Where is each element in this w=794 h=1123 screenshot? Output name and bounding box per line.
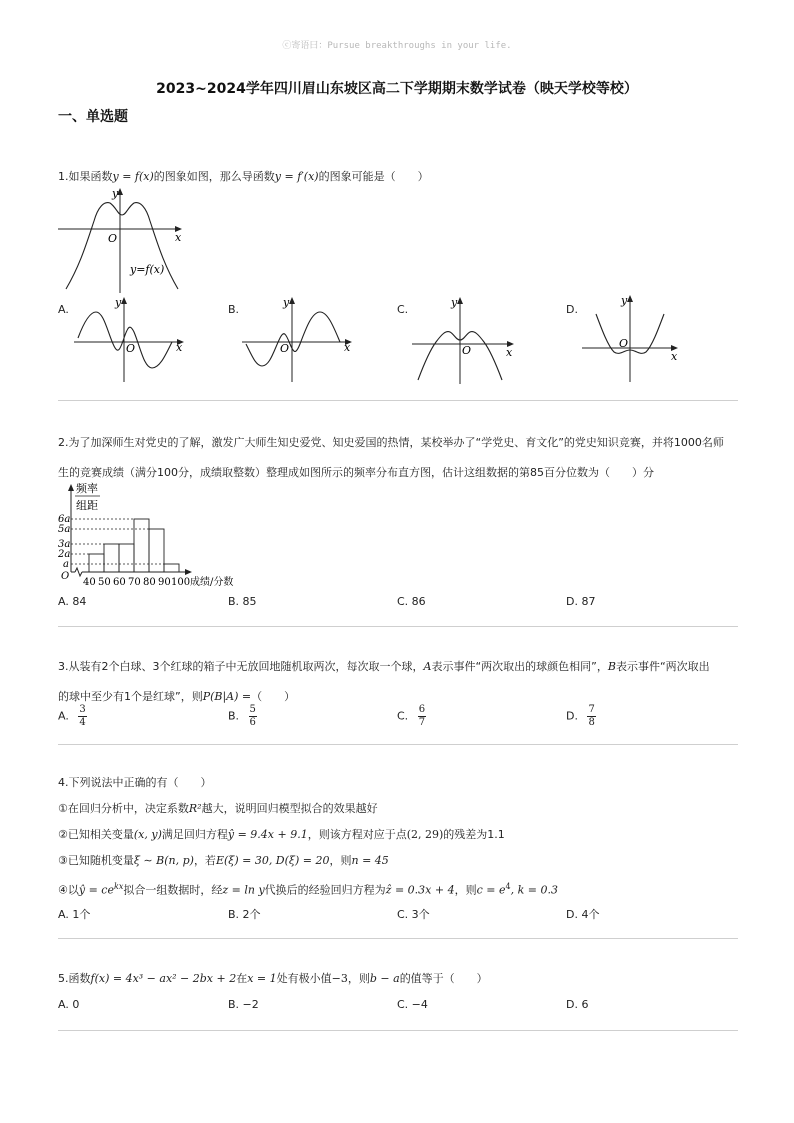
q4-math: , k = 0.3 [510, 883, 558, 897]
hist-xtick: 100 [171, 577, 191, 588]
q4-option-b[interactable]: B. 2个 [228, 908, 261, 921]
q5-option-b[interactable]: B. −2 [228, 998, 259, 1011]
q1-option-b-graph[interactable] [240, 294, 356, 384]
q5-option-c[interactable]: C. −4 [397, 998, 428, 1011]
q3-line-1 [58, 652, 742, 682]
hist-xtick: 50 [98, 577, 111, 588]
q5-text: 的值等于（ ） [399, 972, 488, 985]
divider [58, 400, 738, 401]
q4-text: 拟合一组数据时，经 [123, 883, 223, 897]
fraction-denominator: 6 [249, 717, 256, 728]
hist-origin: O [61, 571, 70, 582]
q2-option-b[interactable]: B. 85 [228, 595, 257, 608]
q1-f-expr: y = f(x) [112, 170, 154, 183]
q5-text: ，则 [347, 972, 370, 985]
q4-math: ẑ = 0.3x + 4 [385, 883, 455, 897]
q3-expr: P(B|A) = [202, 690, 252, 703]
q5-math: f(x) = 4x³ − ax² − 2bx + 2 [90, 972, 237, 985]
question-3-stem [58, 652, 742, 712]
hist-ytick-3a: 3a [58, 539, 71, 550]
q1-a-y-label: y [115, 296, 122, 309]
hist-xtick: 60 [113, 577, 126, 588]
q2-option-d[interactable]: D. 87 [566, 595, 596, 608]
q1-fprime-expr: y = f′(x) [274, 170, 319, 183]
divider [58, 938, 738, 939]
hist-ylabel-top: 频率 [76, 482, 98, 495]
q3-option-fraction [249, 704, 257, 729]
hist-bar-60-70 [119, 544, 134, 572]
fraction-numerator: 7 [588, 704, 595, 715]
q4-math: n = 45 [351, 854, 389, 867]
divider [58, 1030, 738, 1031]
q1-c-origin: O [462, 344, 472, 357]
q1-text: 的图象可能是（ ） [318, 170, 429, 183]
q3-option-a[interactable] [58, 704, 87, 729]
q3-option-d[interactable] [566, 704, 596, 729]
q4-statement-1 [58, 796, 742, 822]
fraction-numerator: 3 [79, 704, 86, 715]
q5-text: 在 [236, 972, 248, 985]
q3-option-fraction [418, 704, 426, 729]
q3-text: 表示事件“两次取出 [615, 660, 710, 673]
q3-event-b: B [607, 660, 616, 673]
hist-bar-50-60 [104, 544, 119, 572]
doc-title: 2023~2024学年四川眉山东坡区高二下学期期末数学试卷（映天学校等校） [156, 81, 638, 97]
q4-text: 代换后的经验回归方程为 [264, 883, 386, 897]
q4-math: ξ ∼ B(n, p) [133, 854, 194, 867]
q3-text: 表示事件“两次取出的球颜色相同”， [431, 660, 608, 673]
q5-text: 5.函数 [58, 972, 91, 985]
fraction-denominator: 7 [418, 717, 426, 728]
hist-bar-90-100 [164, 564, 179, 572]
q3-option-fraction [78, 704, 86, 729]
q1-graph-label: y=f(x) [130, 263, 165, 276]
q1-option-a-label[interactable]: A. [58, 303, 69, 316]
q4-text: 的残差为1.1 [443, 828, 505, 841]
q1-main-graph [58, 185, 188, 295]
q3-text: 的球中至少有1个是红球”，则 [58, 690, 203, 703]
q4-math: E(ξ) = 30, D(ξ) = 20 [215, 854, 330, 867]
q4-text: ①在回归分析中，决定系数 [58, 802, 189, 815]
section-title: 一、单选题 [58, 109, 128, 125]
q4-stem: 4.下列说法中正确的有（ ） [58, 776, 212, 789]
q1-main-x-label: x [175, 231, 182, 244]
q1-a-origin: O [126, 342, 136, 355]
q3-option-fraction [587, 704, 595, 729]
q4-text: 满足回归方程 [161, 828, 228, 841]
q4-math: R² [188, 802, 202, 815]
q1-text: 的图象如图，那么导函数 [153, 170, 275, 183]
hist-xtick: 70 [128, 577, 141, 588]
q2-option-a[interactable]: A. 84 [58, 595, 87, 608]
q5-text: 处有极小值 [276, 972, 332, 985]
q4-text: ，若 [193, 854, 216, 867]
q4-math-sup: 4 [505, 882, 511, 891]
q4-option-a[interactable]: A. 1个 [58, 908, 91, 921]
q2-histogram [58, 478, 258, 592]
q1-option-c-graph[interactable] [410, 294, 526, 386]
divider [58, 744, 738, 745]
q4-math: z = ln y [222, 883, 265, 897]
q5-math: x = 1 [247, 972, 277, 985]
q3-option-b[interactable] [228, 704, 257, 729]
hist-ytick-a: a [63, 559, 69, 570]
q1-option-c-label[interactable]: C. [397, 303, 409, 316]
hist-ytick-5a: 5a [58, 524, 71, 535]
q4-text: ，则 [454, 883, 477, 897]
q2-line-1: 2.为了加深师生对党史的了解，激发广大师生知史爱党、知史爱国的热情，某校举办了“学党史、育文化”的党史知识竞赛，并将1000名师 [58, 436, 724, 449]
q3-text: 3.从装有2个白球、3个红球的箱子中无放回地随机取两次，每次取一个球， [58, 660, 424, 673]
hist-ytick-2a: 2a [58, 549, 71, 560]
q5-option-d[interactable]: D. 6 [566, 998, 589, 1011]
q4-option-d[interactable]: D. 4个 [566, 908, 600, 921]
q1-d-y-label: y [621, 294, 628, 307]
q4-math-sup: kx [113, 882, 124, 891]
q1-text: 1.如果函数 [58, 170, 113, 183]
q4-option-c[interactable]: C. 3个 [397, 908, 430, 921]
q5-option-a[interactable]: A. 0 [58, 998, 80, 1011]
fraction-denominator: 8 [588, 717, 595, 728]
q3-text: （ ） [251, 690, 296, 703]
q1-option-a-graph[interactable] [72, 294, 188, 384]
q5-math: b − a [369, 972, 400, 985]
q4-text: ③已知随机变量 [58, 854, 134, 867]
q1-b-origin: O [280, 342, 290, 355]
q3-option-label: C. [397, 709, 409, 723]
q4-statement-3 [58, 848, 742, 874]
q3-event-a: A [423, 660, 432, 673]
hist-xlabel: 成绩/分数 [190, 577, 234, 588]
q4-text: ②已知相关变量 [58, 828, 134, 841]
q1-option-d-graph[interactable] [580, 292, 696, 384]
q1-main-y-label: y [112, 187, 119, 200]
q1-option-d-label[interactable]: D. [566, 303, 578, 316]
q1-b-y-label: y [283, 296, 290, 309]
hist-xtick: 80 [143, 577, 156, 588]
q4-text: ，则 [329, 854, 352, 867]
question-5-stem [58, 964, 742, 994]
q3-option-label: D. [566, 709, 578, 723]
q4-statement-2 [58, 822, 742, 848]
q1-c-x-label: x [506, 346, 513, 359]
watermark: ⓒ寄语曰：Pursue breakthroughs in your life. [282, 41, 512, 51]
q1-option-b-label[interactable]: B. [228, 303, 240, 316]
q3-option-label: B. [228, 709, 240, 723]
q1-d-origin: O [619, 337, 629, 350]
q5-math: −3 [331, 972, 348, 985]
divider [58, 626, 738, 627]
question-4-stem [58, 770, 742, 904]
q4-text: 越大，说明回归模型拟合的效果越好 [201, 802, 378, 815]
hist-ylabel-bottom: 组距 [76, 499, 98, 512]
q3-option-c[interactable] [397, 704, 426, 729]
q1-b-x-label: x [344, 341, 351, 354]
q4-text: ，则该方程对应于点 [307, 828, 407, 841]
hist-ytick-6a: 6a [58, 514, 71, 525]
q2-line-2: 生的竞赛成绩（满分100分，成绩取整数）整理成如图所示的频率分布直方图，估计这组数据的第85百分位数为（ ）分 [58, 466, 654, 479]
q3-option-label: A. [58, 709, 69, 723]
q4-text: ④以 [58, 883, 79, 897]
fraction-numerator: 5 [249, 704, 256, 715]
q4-math: c = e [476, 883, 506, 897]
q4-math: ŷ = 9.4x + 9.1 [227, 828, 308, 841]
q1-a-x-label: x [176, 341, 183, 354]
hist-bar-80-90 [149, 529, 164, 572]
q4-statement-4 [58, 874, 742, 904]
q4-math: (2, 29) [406, 828, 444, 841]
q4-math: (x, y) [133, 828, 162, 841]
q4-math: ŷ = ce [78, 883, 114, 897]
hist-xtick: 90 [158, 577, 171, 588]
q1-main-origin: O [108, 232, 118, 245]
hist-bar-40-50 [89, 554, 104, 572]
fraction-numerator: 6 [418, 704, 426, 715]
fraction-denominator: 4 [79, 717, 86, 728]
hist-xtick: 40 [83, 577, 96, 588]
q1-d-x-label: x [671, 350, 678, 363]
q2-option-c[interactable]: C. 86 [397, 595, 426, 608]
q1-c-y-label: y [451, 296, 458, 309]
